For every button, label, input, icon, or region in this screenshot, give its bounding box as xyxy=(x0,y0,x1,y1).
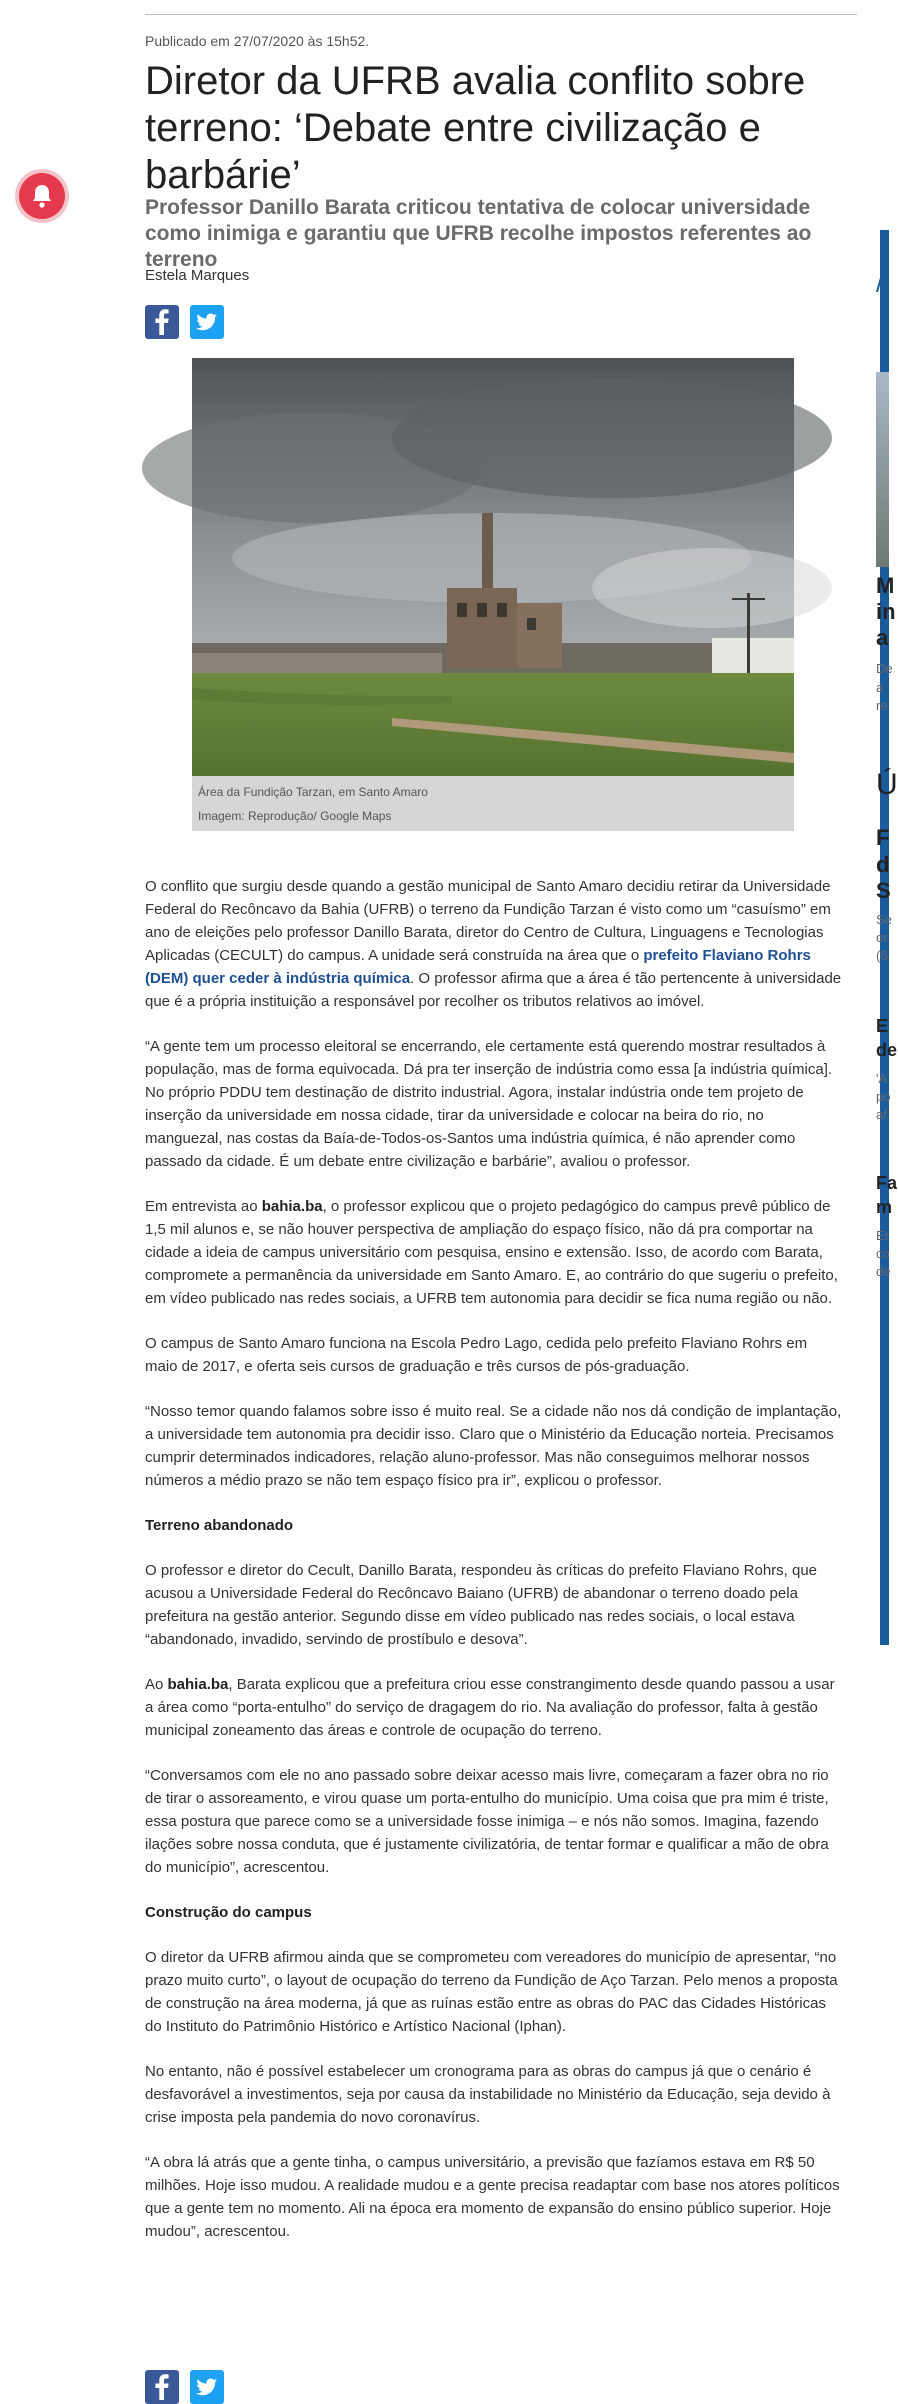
article-figure xyxy=(192,358,794,831)
image-caption: Área da Fundição Tarzan, em Santo Amaro xyxy=(198,785,428,799)
sidebar-thumbnail xyxy=(876,372,889,567)
sidebar-fragment: Ú xyxy=(876,768,898,801)
twitter-share-button-bottom[interactable] xyxy=(190,2370,224,2404)
prefeito-link[interactable]: prefeito Flaviano Rohrs (DEM) quer ceder à indústria química xyxy=(145,947,811,987)
facebook-share-button-bottom[interactable] xyxy=(145,2370,179,2404)
brand-name: bahia.ba xyxy=(261,1198,323,1215)
article-author: Estela Marques xyxy=(145,267,250,284)
sidebar-fragment[interactable]: Fa xyxy=(876,1173,898,1193)
sidebar-fragment: de xyxy=(876,1264,891,1279)
section-heading: Construção do campus xyxy=(145,1904,312,1921)
bell-icon xyxy=(30,183,54,209)
sidebar-fragment: re xyxy=(876,698,888,713)
paragraph: “Conversamos com ele no ano passado sobre deixar acesso mais livre, começaram a fazer obra no rio de tirar o assoreamento, e virou quase um porta-entulho do município. Uma coisa que pra mim é triste, essa postura que parece como se a universidade fosse inimiga – e nós não somos. Imagina, fazendo ilações sobre nossa conduta, que é justamente civilizatória, de tentar formar e qualificar a mão de obra do município”, acrescentou. xyxy=(145,1767,829,1876)
sidebar-fragment: a xyxy=(876,680,884,695)
paragraph: Ao bahia.ba, Barata explicou que a prefeitura criou esse constrangimento desde quando passou a usar a área como “porta-entulho” do serviço de dragagem do rio. Na avaliação do professor, falta à gestão municipal zoneamento das áreas e controle de ocupação do terreno. xyxy=(145,1676,835,1739)
twitter-share-button[interactable] xyxy=(190,305,224,339)
sidebar-fragment: co xyxy=(876,1246,890,1261)
sidebar-fragment[interactable]: m xyxy=(876,1197,893,1217)
facebook-icon xyxy=(145,305,179,339)
sidebar-fragment: af xyxy=(876,1107,887,1122)
paragraph: “A gente tem um processo eleitoral se encerrando, ele certamente está querendo mostrar resultados à população, mas de forma equivocada. Dá pra ter inserção de indústria como essa [a indústria química]. No próprio PDDU tem destinação de distrito industrial. Agora, instalar indústria onde tem projeto de inserção da universidade em nossa cidade, tirar da universidade e colocar na beira do rio, no manguezal, nas costas da Baía-de-Todos-os-Santos uma indústria química, é não aprender como passado da cidade. É um debate entre civilização e barbárie”, avaliou o professor. xyxy=(145,1038,833,1170)
paragraph: O conflito que surgiu desde quando a gestão municipal de Santo Amaro decidiu retirar da Universidade Federal do Recôncavo da Bahia (UFRB) o terreno da Fundição Tarzan é visto como um “casuísmo” em ano de eleições pelo professor Danillo Barata, diretor do Centro de Cultura, Linguagens e Tecnologias Aplicadas (CECULT) do campus. A unidade será construída na área que o prefeito Flaviano Rohrs (DEM) quer ceder à indústria química. O professor afirma que a área é tão pertencente à universidade que é a própria instituição a responsável por recolher os tributos relativos ao imóvel. xyxy=(145,878,842,1010)
sidebar-fragment[interactable]: de xyxy=(876,1040,898,1060)
sidebar-fragment[interactable]: F xyxy=(876,825,890,850)
sidebar-fragment: / xyxy=(876,268,884,298)
sidebar-fragment: De xyxy=(876,661,893,676)
sidebar-fragment: Er xyxy=(876,1228,889,1243)
sidebar-fragment[interactable]: E xyxy=(876,1016,889,1036)
sidebar-fragment[interactable]: a xyxy=(876,625,889,650)
paragraph: “A obra lá atrás que a gente tinha, o campus universitário, a previsão que fazíamos estava em R$ 50 milhões. Hoje isso mudou. A realidade mudou e a gente precisa readaptar com base nos atores políticos que a gente tem no momento. Ali na época era momento de expansão do ensino público superior. Hoje mudou”, acrescentou. xyxy=(145,2154,840,2240)
article-body xyxy=(145,875,843,2265)
publish-date: Publicado em 27/07/2020 às 15h52. xyxy=(145,33,370,49)
paragraph: Em entrevista ao bahia.ba, o professor explicou que o projeto pedagógico do campus prevê público de 1,5 mil alunos e, se não houver perspectiva de ampliação do espaço físico, não dá pra comportar na cidade a ideia de campus universitário com pesquisa, ensino e extensão. Isso, de acordo com Barata, compromete a permanência da universidade em Santo Amaro. E, ao contrário do que sugeriu o prefeito, em vídeo publicado nas redes sociais, a UFRB tem autonomia para decidir se fica numa região ou não. xyxy=(145,1198,838,1307)
section-heading: Terreno abandonado xyxy=(145,1517,294,1534)
image-credit: Imagem: Reprodução/ Google Maps xyxy=(198,809,392,823)
paragraph: O professor e diretor do Cecult, Danillo Barata, respondeu às críticas do prefeito Flaviano Rohrs, que acusou a Universidade Federal do Recôncavo Baiano (UFRB) de abandonar o terreno doado pela prefeitura na gestão anterior. Segundo disse em vídeo publicado nas redes sociais, o local estava “abandonado, invadido, servindo de prostíbulo e desova”. xyxy=(145,1562,818,1648)
paragraph: “Nosso temor quando falamos sobre isso é muito real. Se a cidade não nos dá condição de implantação, a universidade tem autonomia pra decidir isso. Claro que o Ministério da Educação norteia. Precisamos cumprir determinados indicadores, relação aluno-professor. Mas não conseguimos melhorar nossos números a médio prazo se não tem espaço físico pra ir”, explicou o professor. xyxy=(145,1403,842,1489)
paragraph: O diretor da UFRB afirmou ainda que se comprometeu com vereadores do município de apresentar, “no prazo muito curto”, o layout de ocupação do terreno da Fundição de Aço Tarzan. Pelo menos a proposta de construção na área moderna, já que as ruínas estão entre as obras do PAC das Cidades Históricas do Instituto do Patrimônio Histórico e Artístico Nacional (Iphan). xyxy=(145,1949,838,2035)
notification-bell-button[interactable] xyxy=(19,173,65,219)
paragraph: No entanto, não é possível estabelecer um cronograma para as obras do campus já que o cenário é desfavorável a investimentos, seja por causa da instabilidade no Ministério da Educação, seja devido à crise imposta pela pandemia do novo coronavírus. xyxy=(145,2063,831,2126)
facebook-icon xyxy=(145,2370,179,2404)
article-title: Diretor da UFRB avalia conflito sobre terreno: ‘Debate entre civilização e barbárie’ xyxy=(145,59,806,197)
article-photo xyxy=(192,358,794,776)
sidebar-fragment[interactable]: d xyxy=(876,852,890,877)
twitter-icon xyxy=(190,2370,224,2404)
sidebar-clipped xyxy=(876,0,898,2378)
twitter-icon xyxy=(190,305,224,339)
sidebar-fragment: 'A xyxy=(876,1071,888,1086)
sidebar-fragment: Se xyxy=(876,912,892,927)
top-divider xyxy=(145,14,857,15)
brand-name: bahia.ba xyxy=(167,1676,229,1693)
sidebar-fragment: or xyxy=(876,930,888,945)
article-subtitle: Professor Danillo Barata criticou tentativa de colocar universidade como inimiga e garantiu que UFRB recolhe impostos referentes ao terreno xyxy=(145,196,812,271)
paragraph: O campus de Santo Amaro funciona na Escola Pedro Lago, cedida pelo prefeito Flaviano Rohrs em maio de 2017, e oferta seis cursos de graduação e três cursos de pós-graduação. xyxy=(145,1335,808,1375)
sidebar-fragment[interactable]: S xyxy=(876,878,891,903)
sidebar-fragment[interactable]: in xyxy=(876,599,896,624)
sidebar-fragment: po xyxy=(876,1089,891,1104)
sidebar-fragment[interactable]: M xyxy=(876,573,895,598)
sidebar-fragment: (6 xyxy=(876,948,888,963)
facebook-share-button[interactable] xyxy=(145,305,179,339)
